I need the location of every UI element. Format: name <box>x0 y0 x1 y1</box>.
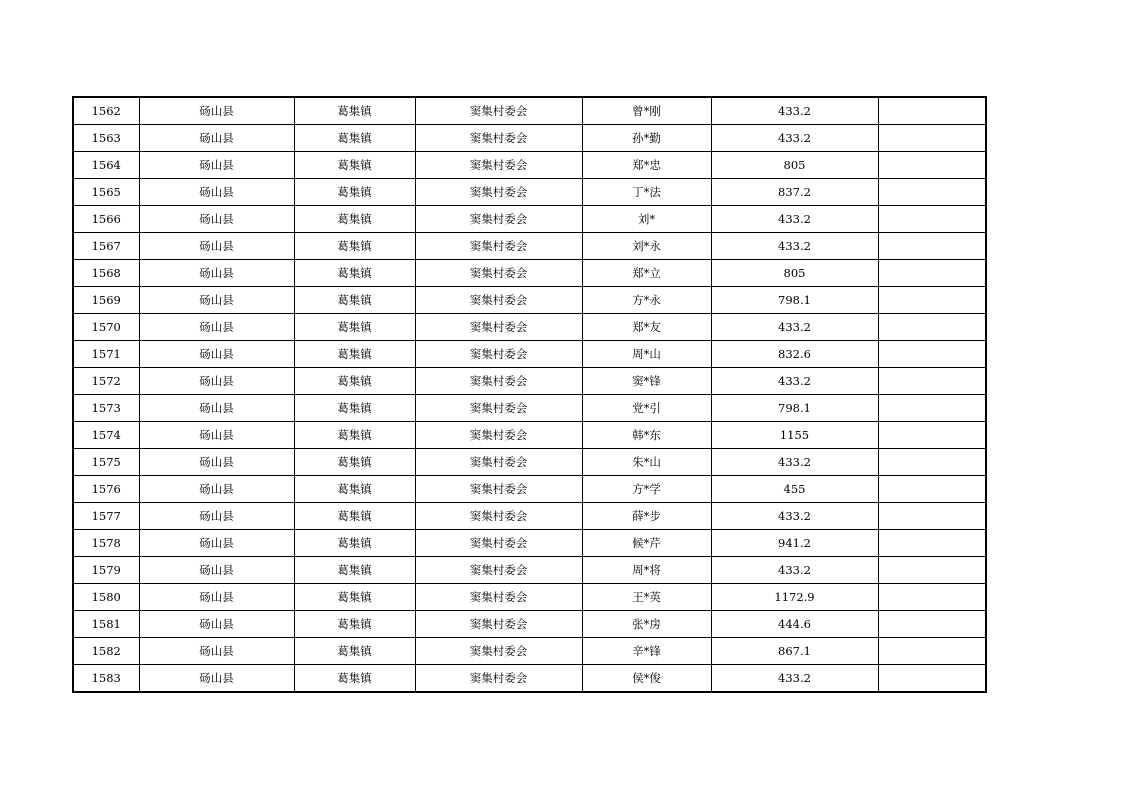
remark-cell <box>878 395 986 422</box>
county-cell: 砀山县 <box>139 449 294 476</box>
name-cell: 张*房 <box>582 611 711 638</box>
table-row <box>73 206 986 233</box>
name-cell: 丁*法 <box>582 179 711 206</box>
village-committee-cell: 窦集村委会 <box>415 287 582 314</box>
row-number-cell: 1566 <box>73 206 139 233</box>
name-cell: 刘*永 <box>582 233 711 260</box>
name-cell: 郑*忠 <box>582 152 711 179</box>
row-number-cell: 1577 <box>73 503 139 530</box>
remark-cell <box>878 233 986 260</box>
county-cell: 砀山县 <box>139 125 294 152</box>
row-number-cell: 1569 <box>73 287 139 314</box>
town-cell: 葛集镇 <box>294 503 415 530</box>
county-cell: 砀山县 <box>139 665 294 693</box>
town-cell: 葛集镇 <box>294 422 415 449</box>
remark-cell <box>878 530 986 557</box>
village-committee-cell: 窦集村委会 <box>415 206 582 233</box>
remark-cell <box>878 503 986 530</box>
name-cell: 方*学 <box>582 476 711 503</box>
county-cell: 砀山县 <box>139 584 294 611</box>
amount-cell: 455 <box>711 476 878 503</box>
amount-cell: 805 <box>711 260 878 287</box>
name-cell: 薛*步 <box>582 503 711 530</box>
amount-cell: 1172.9 <box>711 584 878 611</box>
village-committee-cell: 窦集村委会 <box>415 97 582 125</box>
village-committee-cell: 窦集村委会 <box>415 665 582 693</box>
row-number-cell: 1568 <box>73 260 139 287</box>
remark-cell <box>878 314 986 341</box>
county-cell: 砀山县 <box>139 368 294 395</box>
name-cell: 辛*锋 <box>582 638 711 665</box>
name-cell: 周*山 <box>582 341 711 368</box>
table-row <box>73 341 986 368</box>
village-committee-cell: 窦集村委会 <box>415 422 582 449</box>
name-cell: 侯*俊 <box>582 665 711 693</box>
name-cell: 郑*立 <box>582 260 711 287</box>
amount-cell: 433.2 <box>711 449 878 476</box>
village-committee-cell: 窦集村委会 <box>415 179 582 206</box>
table-body <box>73 97 986 692</box>
town-cell: 葛集镇 <box>294 260 415 287</box>
remark-cell <box>878 152 986 179</box>
county-cell: 砀山县 <box>139 260 294 287</box>
remark-cell <box>878 287 986 314</box>
amount-cell: 798.1 <box>711 287 878 314</box>
village-committee-cell: 窦集村委会 <box>415 584 582 611</box>
name-cell: 周*将 <box>582 557 711 584</box>
table-row <box>73 638 986 665</box>
name-cell: 刘* <box>582 206 711 233</box>
amount-cell: 867.1 <box>711 638 878 665</box>
town-cell: 葛集镇 <box>294 611 415 638</box>
table-row <box>73 476 986 503</box>
remark-cell <box>878 476 986 503</box>
town-cell: 葛集镇 <box>294 638 415 665</box>
amount-cell: 837.2 <box>711 179 878 206</box>
town-cell: 葛集镇 <box>294 152 415 179</box>
name-cell: 方*永 <box>582 287 711 314</box>
town-cell: 葛集镇 <box>294 368 415 395</box>
remark-cell <box>878 368 986 395</box>
amount-cell: 444.6 <box>711 611 878 638</box>
amount-cell: 433.2 <box>711 97 878 125</box>
remark-cell <box>878 584 986 611</box>
table-row <box>73 611 986 638</box>
table-row <box>73 314 986 341</box>
row-number-cell: 1575 <box>73 449 139 476</box>
row-number-cell: 1580 <box>73 584 139 611</box>
table-row <box>73 287 986 314</box>
remark-cell <box>878 125 986 152</box>
town-cell: 葛集镇 <box>294 97 415 125</box>
county-cell: 砀山县 <box>139 97 294 125</box>
table-row <box>73 449 986 476</box>
town-cell: 葛集镇 <box>294 179 415 206</box>
row-number-cell: 1564 <box>73 152 139 179</box>
row-number-cell: 1578 <box>73 530 139 557</box>
remark-cell <box>878 611 986 638</box>
county-cell: 砀山县 <box>139 233 294 260</box>
remark-cell <box>878 422 986 449</box>
town-cell: 葛集镇 <box>294 530 415 557</box>
village-committee-cell: 窦集村委会 <box>415 341 582 368</box>
row-number-cell: 1574 <box>73 422 139 449</box>
amount-cell: 798.1 <box>711 395 878 422</box>
amount-cell: 433.2 <box>711 125 878 152</box>
village-committee-cell: 窦集村委会 <box>415 395 582 422</box>
village-committee-cell: 窦集村委会 <box>415 530 582 557</box>
table-row <box>73 665 986 693</box>
amount-cell: 941.2 <box>711 530 878 557</box>
county-cell: 砀山县 <box>139 557 294 584</box>
row-number-cell: 1582 <box>73 638 139 665</box>
village-committee-cell: 窦集村委会 <box>415 314 582 341</box>
name-cell: 郑*友 <box>582 314 711 341</box>
town-cell: 葛集镇 <box>294 125 415 152</box>
county-cell: 砀山县 <box>139 395 294 422</box>
village-committee-cell: 窦集村委会 <box>415 125 582 152</box>
row-number-cell: 1576 <box>73 476 139 503</box>
town-cell: 葛集镇 <box>294 476 415 503</box>
town-cell: 葛集镇 <box>294 449 415 476</box>
county-cell: 砀山县 <box>139 503 294 530</box>
name-cell: 曾*刚 <box>582 97 711 125</box>
table-row <box>73 530 986 557</box>
remark-cell <box>878 97 986 125</box>
village-committee-cell: 窦集村委会 <box>415 611 582 638</box>
table-row <box>73 97 986 125</box>
county-cell: 砀山县 <box>139 314 294 341</box>
name-cell: 候*芹 <box>582 530 711 557</box>
table-row <box>73 233 986 260</box>
county-cell: 砀山县 <box>139 422 294 449</box>
county-cell: 砀山县 <box>139 179 294 206</box>
row-number-cell: 1573 <box>73 395 139 422</box>
name-cell: 窦*锋 <box>582 368 711 395</box>
table-row <box>73 368 986 395</box>
remark-cell <box>878 449 986 476</box>
row-number-cell: 1581 <box>73 611 139 638</box>
amount-cell: 1155 <box>711 422 878 449</box>
remark-cell <box>878 638 986 665</box>
village-committee-cell: 窦集村委会 <box>415 476 582 503</box>
amount-cell: 433.2 <box>711 368 878 395</box>
county-cell: 砀山县 <box>139 638 294 665</box>
row-number-cell: 1562 <box>73 97 139 125</box>
amount-cell: 433.2 <box>711 503 878 530</box>
table-row <box>73 503 986 530</box>
village-committee-cell: 窦集村委会 <box>415 233 582 260</box>
row-number-cell: 1579 <box>73 557 139 584</box>
remark-cell <box>878 179 986 206</box>
amount-cell: 832.6 <box>711 341 878 368</box>
name-cell: 王*英 <box>582 584 711 611</box>
county-cell: 砀山县 <box>139 530 294 557</box>
town-cell: 葛集镇 <box>294 665 415 693</box>
county-cell: 砀山县 <box>139 287 294 314</box>
town-cell: 葛集镇 <box>294 233 415 260</box>
village-committee-cell: 窦集村委会 <box>415 449 582 476</box>
table-row <box>73 395 986 422</box>
row-number-cell: 1565 <box>73 179 139 206</box>
table-row <box>73 584 986 611</box>
amount-cell: 433.2 <box>711 557 878 584</box>
village-committee-cell: 窦集村委会 <box>415 260 582 287</box>
remark-cell <box>878 557 986 584</box>
amount-cell: 433.2 <box>711 206 878 233</box>
amount-cell: 433.2 <box>711 665 878 693</box>
village-committee-cell: 窦集村委会 <box>415 368 582 395</box>
remark-cell <box>878 260 986 287</box>
amount-cell: 805 <box>711 152 878 179</box>
row-number-cell: 1563 <box>73 125 139 152</box>
remark-cell <box>878 665 986 693</box>
village-committee-cell: 窦集村委会 <box>415 503 582 530</box>
remark-cell <box>878 206 986 233</box>
name-cell: 孙*勤 <box>582 125 711 152</box>
table-row <box>73 179 986 206</box>
name-cell: 朱*山 <box>582 449 711 476</box>
county-cell: 砀山县 <box>139 152 294 179</box>
town-cell: 葛集镇 <box>294 287 415 314</box>
row-number-cell: 1583 <box>73 665 139 693</box>
table-row <box>73 422 986 449</box>
name-cell: 韩*东 <box>582 422 711 449</box>
town-cell: 葛集镇 <box>294 314 415 341</box>
row-number-cell: 1570 <box>73 314 139 341</box>
name-cell: 党*引 <box>582 395 711 422</box>
town-cell: 葛集镇 <box>294 557 415 584</box>
county-cell: 砀山县 <box>139 206 294 233</box>
amount-cell: 433.2 <box>711 314 878 341</box>
table-row <box>73 125 986 152</box>
amount-cell: 433.2 <box>711 233 878 260</box>
row-number-cell: 1567 <box>73 233 139 260</box>
row-number-cell: 1571 <box>73 341 139 368</box>
data-table <box>72 96 987 693</box>
town-cell: 葛集镇 <box>294 341 415 368</box>
village-committee-cell: 窦集村委会 <box>415 152 582 179</box>
table-row <box>73 557 986 584</box>
table-row <box>73 152 986 179</box>
row-number-cell: 1572 <box>73 368 139 395</box>
remark-cell <box>878 341 986 368</box>
town-cell: 葛集镇 <box>294 584 415 611</box>
county-cell: 砀山县 <box>139 476 294 503</box>
town-cell: 葛集镇 <box>294 206 415 233</box>
county-cell: 砀山县 <box>139 611 294 638</box>
village-committee-cell: 窦集村委会 <box>415 557 582 584</box>
village-committee-cell: 窦集村委会 <box>415 638 582 665</box>
table-row <box>73 260 986 287</box>
county-cell: 砀山县 <box>139 341 294 368</box>
town-cell: 葛集镇 <box>294 395 415 422</box>
